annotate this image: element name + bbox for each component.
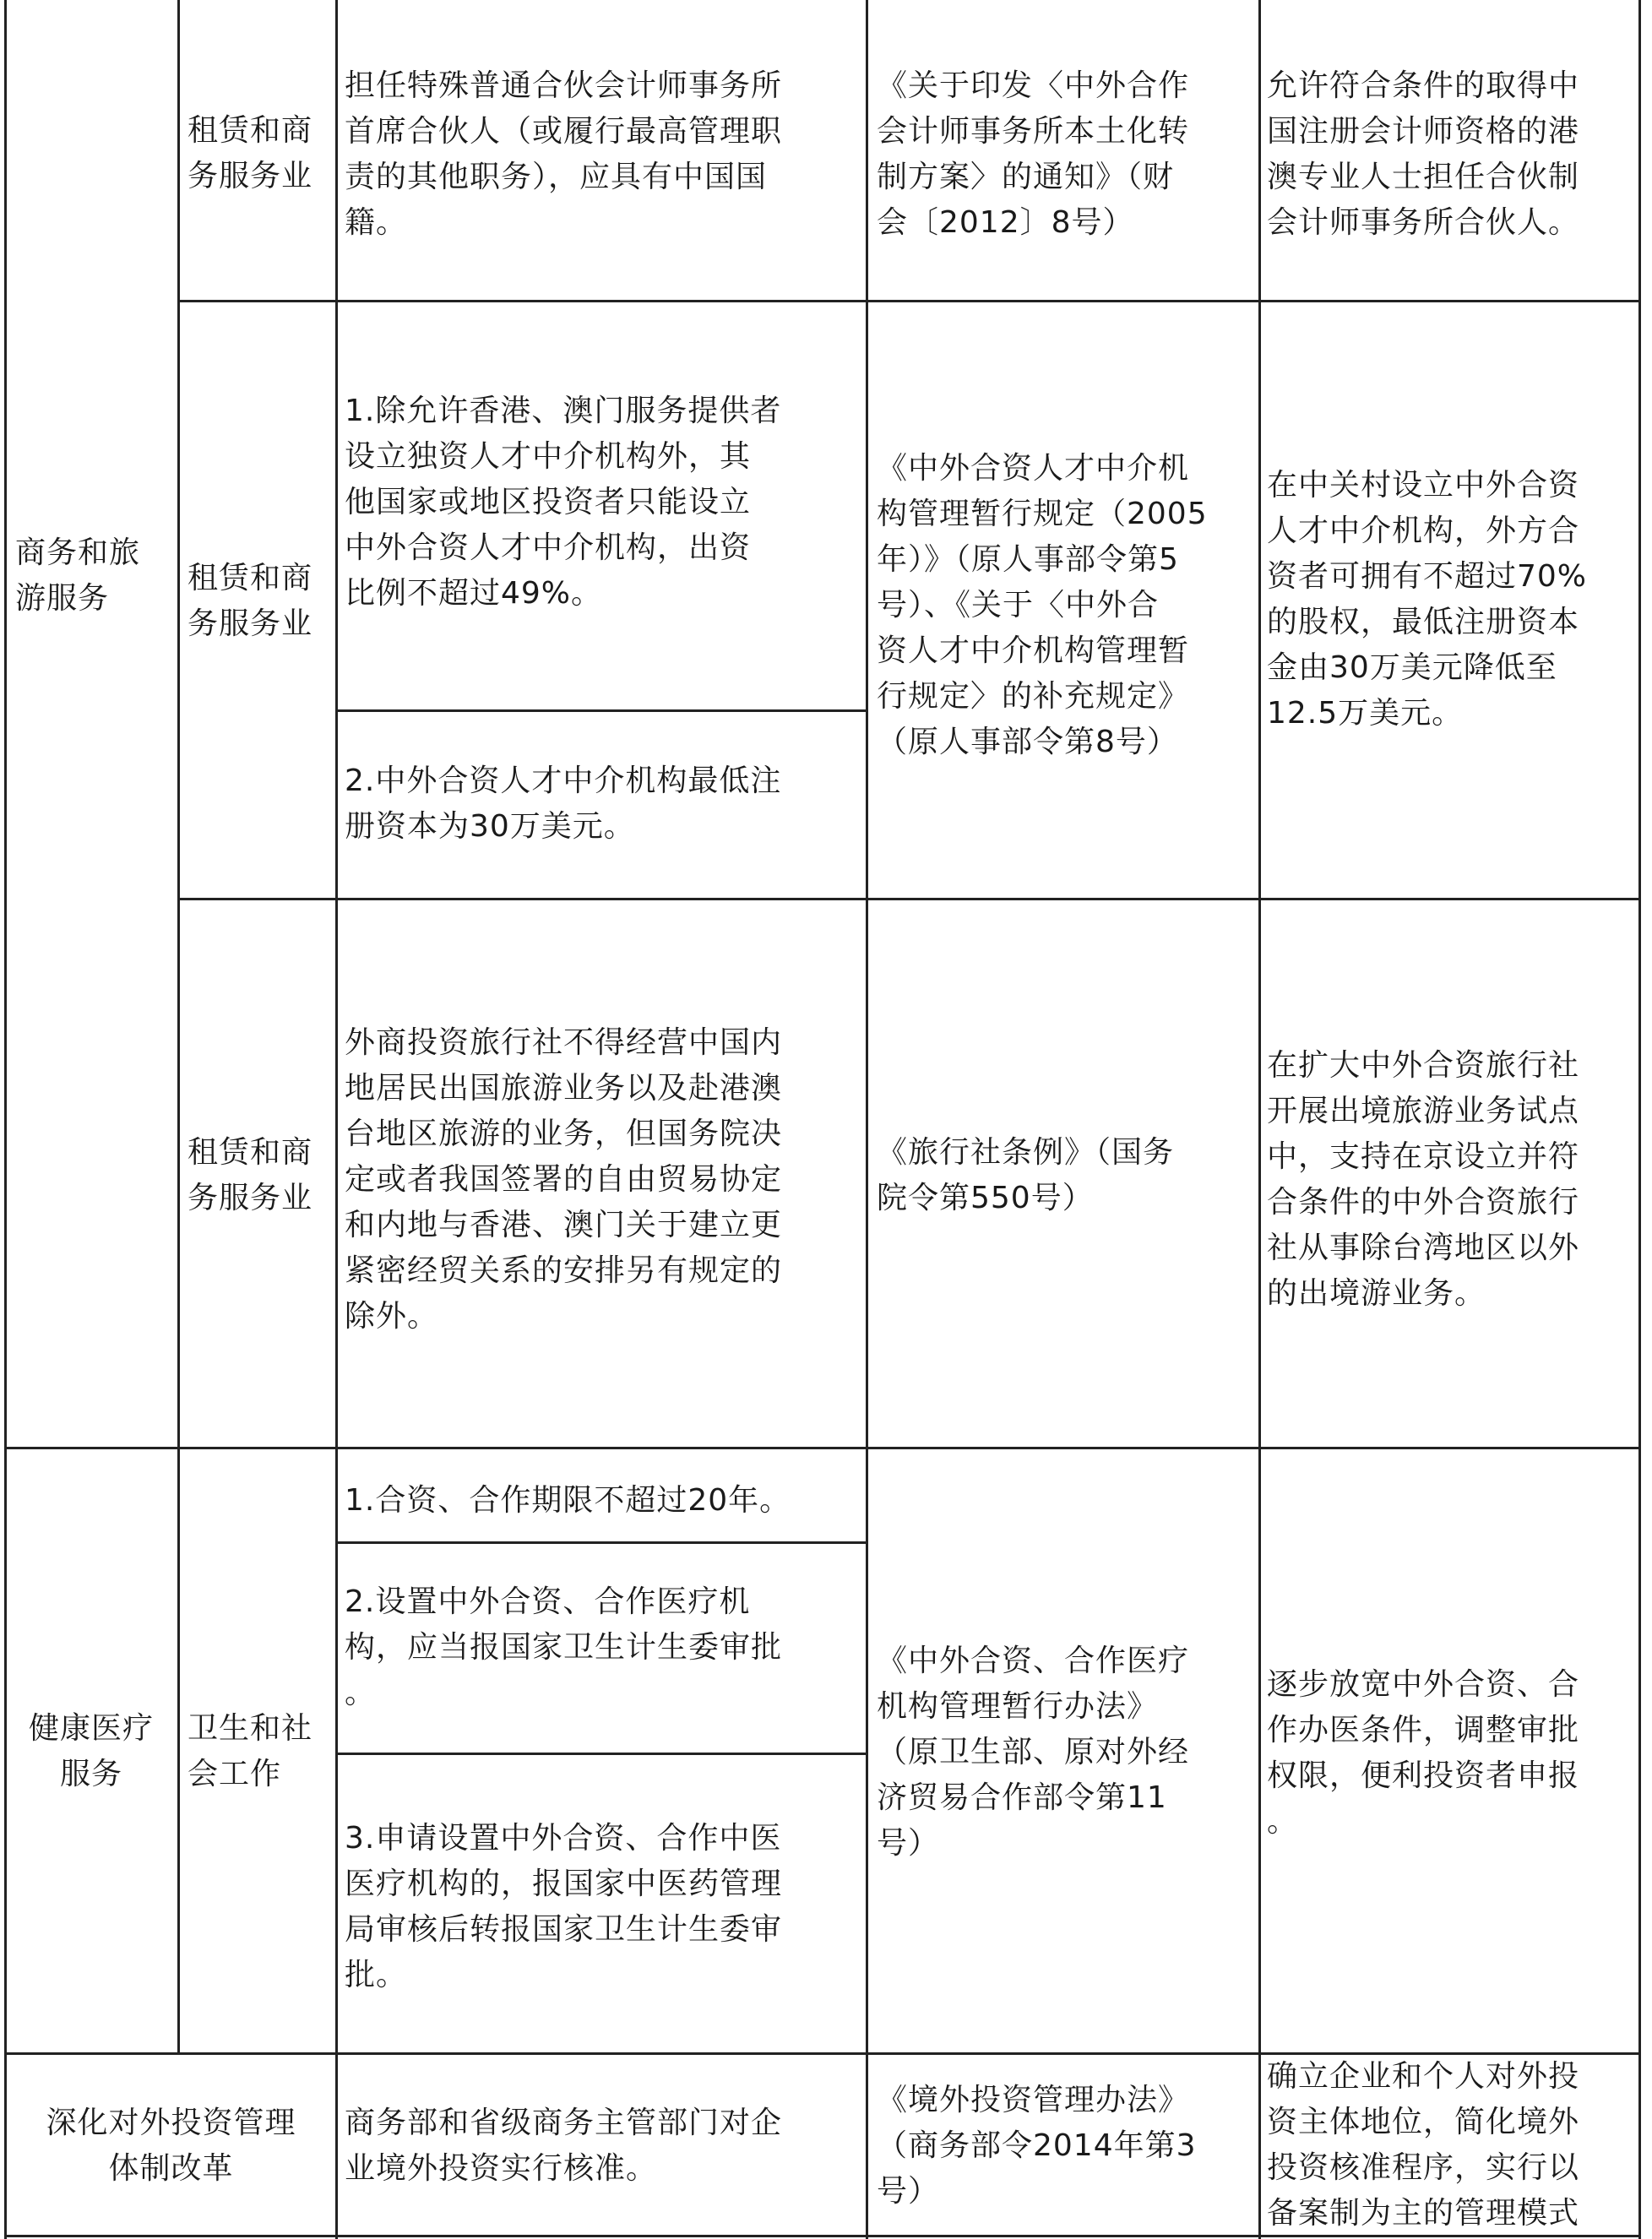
opening-measure-cell: 在中关村设立中外合资 人才中介机构，外方合 资者可拥有不超过70% 的股权，最低注册资本 金由30万美元降低至 12.5万美元。	[1267, 468, 1588, 731]
measures-column-divider	[866, 0, 868, 2239]
measure-subrow-divider-3	[335, 1753, 868, 1755]
opening-measure-cell: 逐步放宽中外合资、合 作办医条件，调整审批 权限，便利投资者申报 。	[1267, 1667, 1580, 1839]
measure-subrow-divider-2	[335, 1541, 868, 1544]
measure-cell: 1.合资、合作期限不超过20年。	[345, 1483, 791, 1518]
regulation-cell: 《中外合资、合作医疗 机构管理暂行办法》 （原卫生部、原对外经 济贸易合作部令第11 号）	[877, 1644, 1190, 1861]
section-divider-1	[4, 1447, 1641, 1449]
category-cell: 健康医疗 服务	[28, 1711, 154, 1791]
table-left-border	[4, 0, 7, 2239]
row-divider-2	[177, 898, 1641, 900]
regulation-cell: 《旅行社条例》（国务 院令第550号）	[877, 1135, 1175, 1215]
measure-cell: 外商投资旅行社不得经营中国内 地居民出国旅游业务以及赴港澳 台地区旅游的业务，但国务院决 定或者我国签署的自由贸易协定 和内地与香港、澳门关于建立更 紧密经贸关系的安排另有规定的 除外。	[345, 1025, 783, 1334]
regulation-cell: 《关于印发〈中外合作 会计师事务所本土化转 制方案〉的通知》（财 会〔2012〕8号）	[877, 68, 1190, 240]
category-cell: 深化对外投资管理 体制改革	[46, 2106, 296, 2186]
measure-cell: 1.除允许香港、澳门服务提供者 设立独资人才中介机构外，其 他国家或地区投资者只能设立 中外合资人才中介机构，出资 比例不超过49%。	[345, 394, 782, 611]
measure-cell: 3.申请设置中外合资、合作中医 医疗机构的，报国家中医药管理 局审核后转报国家卫生计生委审 批。	[345, 1821, 783, 1992]
regulation-cell: 《中外合资人才中介机 构管理暂行规定（2005 年）》（原人事部令第5 号）、《关于〈中外合 资人才中介机构管理暂 行规定〉的补充规定》 （原人事部令第8号）	[877, 451, 1208, 759]
industry-cell: 租赁和商 务服务业	[187, 561, 313, 641]
table-right-border	[1638, 0, 1641, 2239]
opening-measure-cell: 在扩大中外合资旅行社 开展出境旅游业务试点 中，支持在京设立并符 合条件的中外合资旅行 社从事除台湾地区以外 的出境游业务。	[1267, 1048, 1580, 1311]
row-divider-1	[177, 300, 1641, 302]
industry-column-divider	[335, 0, 338, 2239]
regulation-column-divider	[1258, 0, 1261, 2239]
category-cell: 商务和旅 游服务	[15, 535, 141, 616]
category-column-divider	[177, 0, 180, 2055]
measure-cell: 担任特殊普通合伙会计师事务所 首席合伙人（或履行最高管理职 责的其他职务），应具有中国国 籍。	[345, 68, 783, 240]
measure-cell: 2.设置中外合资、合作医疗机 构，应当报国家卫生计生委审批 。	[345, 1584, 783, 1710]
opening-measure-cell: 确立企业和个人对外投 资主体地位，简化境外 投资核准程序，实行以 备案制为主的管理模式	[1267, 2059, 1580, 2231]
regulation-cell: 《境外投资管理办法》 （商务部令2014年第3 号）	[877, 2083, 1197, 2209]
industry-cell: 卫生和社 会工作	[187, 1711, 313, 1791]
measure-cell: 2.中外合资人才中介机构最低注 册资本为30万美元。	[345, 764, 782, 844]
measure-subrow-divider-1	[335, 709, 868, 712]
measure-cell: 商务部和省级商务主管部门对企 业境外投资实行核准。	[345, 2106, 783, 2186]
industry-cell: 租赁和商 务服务业	[187, 113, 313, 193]
opening-measure-cell: 允许符合条件的取得中 国注册会计师资格的港 澳专业人士担任合伙制 会计师事务所合伙人。	[1267, 68, 1580, 240]
industry-cell: 租赁和商 务服务业	[187, 1135, 313, 1215]
